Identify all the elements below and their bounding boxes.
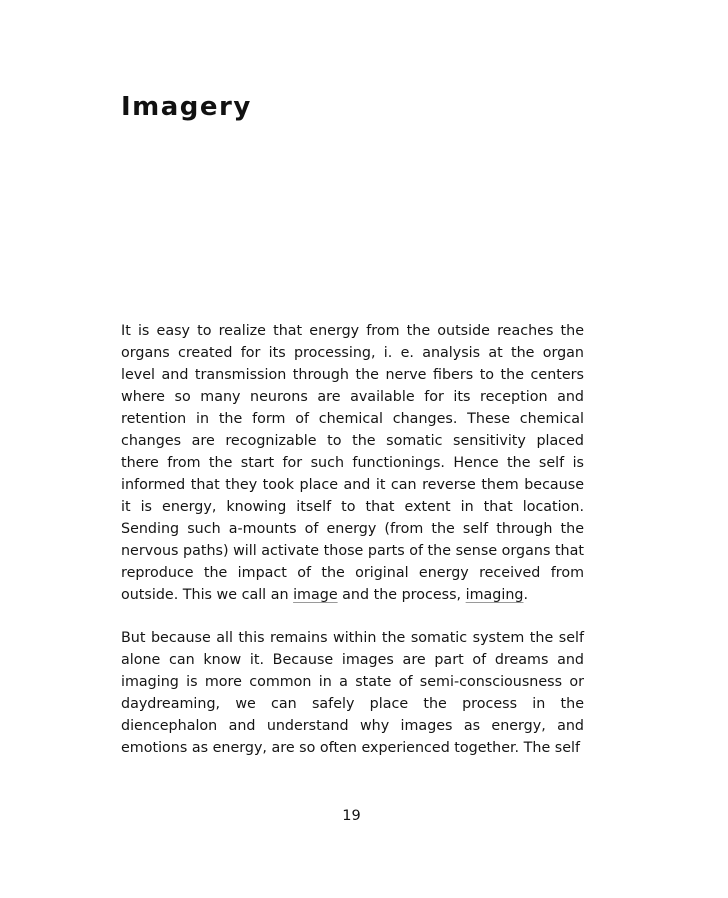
page-number: 19 — [342, 808, 361, 824]
paragraph-1-end: . — [523, 587, 529, 603]
term-imaging: imaging — [465, 587, 524, 603]
body-paragraph-1 — [121, 320, 584, 606]
body-paragraph-2: But because all this remains within the somatic system the self alone can know it. Because images are part of dreams and imaging is more common in a state of semi-consciousness or daydreaming, we can safely place the process in the diencephalon and understand why images as energy, and emotions as energy, are so often experienced together. The self — [121, 630, 584, 756]
paragraph-1-middle: and the process, — [337, 587, 466, 603]
term-image: image — [293, 587, 338, 603]
paragraph-1-text: It is easy to realize that energy from the outside reaches the organs created for its processing, i. e. analysis at the organ level and transmission through the nerve fibers to the centers where so many neurons are available for its reception and retention in the form of chemical changes. These chemical changes are recognizable to the somatic sensitivity placed there from the start for such functionings. Hence the self is informed that they took place and it can reverse them because it is energy, knowing itself to that extent in that location. Sending such a-mounts of energy (from the self through the nervous paths) will activate those parts of the sense organs that reproduce the impact of the original energy received from outside. This we call an — [121, 323, 584, 603]
chapter-title: Imagery — [121, 92, 252, 122]
